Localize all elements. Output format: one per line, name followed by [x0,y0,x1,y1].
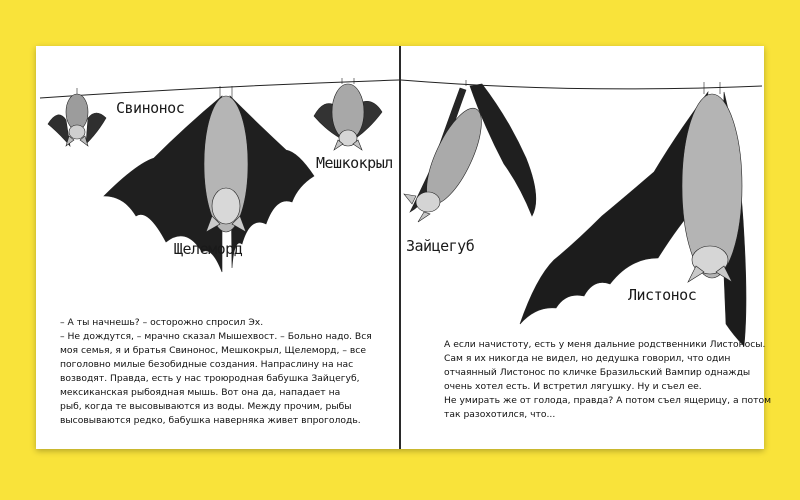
left-text-line: высовываются редко, бабушка наверняка живет впроголодь. [60,415,361,426]
left-text-line: возводят. Правда, есть у нас троюродная бабушка Зайцегуб, [60,373,360,384]
meshkokryl-bat [314,78,382,150]
left-text-line: моя семья, я и братья Свинонос, Мешкокрыл, Щелеморд, – все [60,345,366,356]
left-text-line: – Не дождутся, – мрачно сказал Мышехвост. – Больно надо. Вся [60,331,372,342]
right-text-line: Сам я их никогда не видел, но дедушка говорил, что один [444,353,731,364]
left-text-line: поголовно милые безобидные создания. Напраслину на нас [60,359,354,370]
wire-line-right [401,80,762,89]
right-text-line: так разохотился, что... [444,409,556,420]
left-text-line: – А ты начнешь? – осторожно спросил Эх. [60,317,264,328]
right-text-line: А если начистоту, есть у меня дальние родственники Листоносы. [444,339,766,350]
left-page-text [60,316,372,428]
label-shchelemord: Щелеморд [174,240,243,258]
left-text-line: мексиканская рыбоядная мышь. Вот она да, нападает на [60,387,341,398]
listonos-bat [520,82,746,346]
right-text-line: Не умирать же от голода, правда? А потом съел ящерицу, а потом [444,395,772,406]
right-text-line: отчаянный Листонос по кличке Бразильский Вампир однажды [444,367,751,378]
right-text-line: очень хотел есть. И встретил лягушку. Ну и съел ее. [444,381,702,392]
label-svinonos: Свинонос [116,99,185,117]
book-spread [36,46,772,449]
page-gutter [399,46,401,449]
label-meshkokryl: Мешкокрыл [316,154,393,172]
right-page-text [444,338,771,422]
label-listonos: Листонос [628,286,697,304]
left-text-line: рыб, когда те высовываются из воды. Между прочим, рыбы [60,401,352,412]
zaytsegub-bat [404,80,536,222]
label-zaytsegub: Зайцегуб [406,237,475,255]
